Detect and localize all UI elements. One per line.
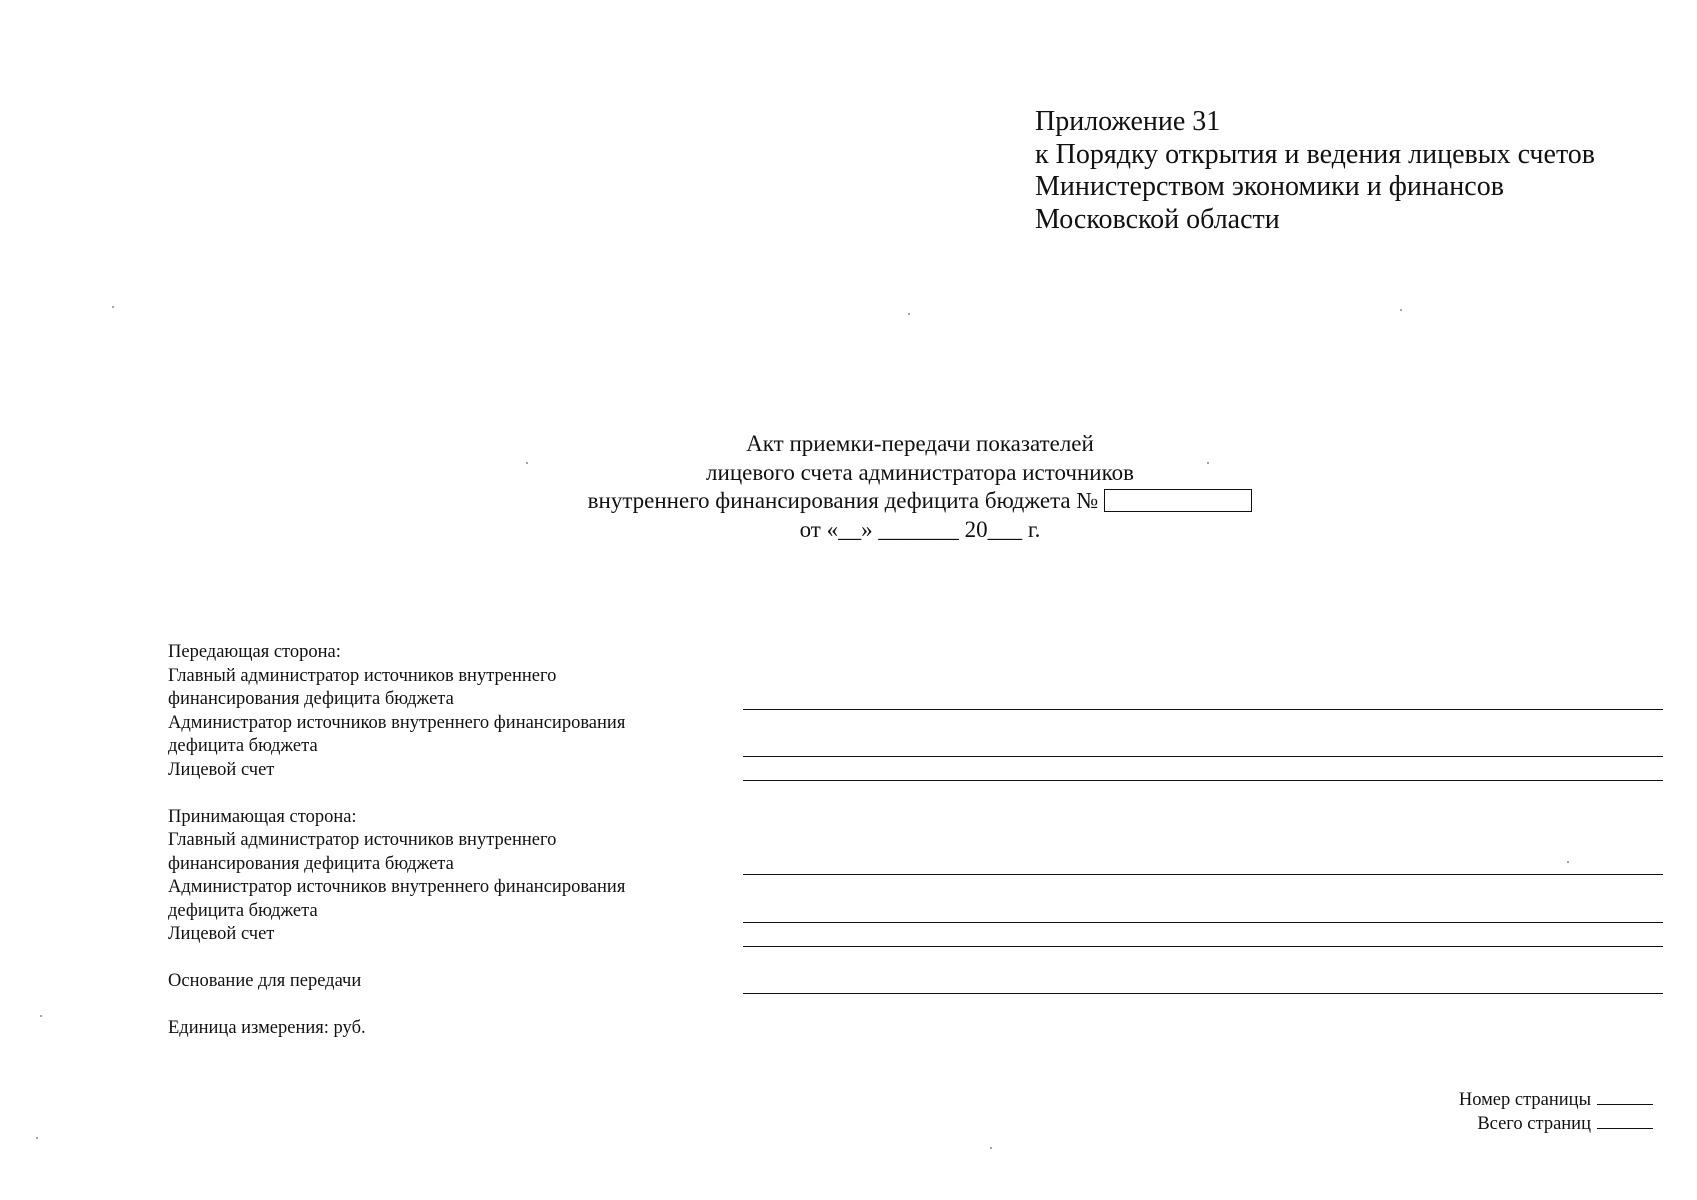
appendix-line: Министерством экономики и финансов: [1035, 171, 1504, 202]
scan-speck: [526, 462, 528, 464]
basis-label: Основание для передачи: [168, 971, 362, 991]
scan-speck: [1400, 309, 1402, 311]
title-line: лицевого счета администратора источников: [706, 459, 1134, 485]
page-number-field[interactable]: [1597, 1089, 1653, 1105]
receiver-account-label: Лицевой счет: [168, 924, 275, 944]
title-line-number: [560, 487, 1280, 516]
receiver-heading: Принимающая сторона:: [168, 806, 357, 827]
scan-speck: [1207, 462, 1209, 464]
appendix-block: [1035, 106, 1595, 236]
sender-chief-admin-field[interactable]: [743, 709, 1663, 710]
total-pages-row: [1459, 1113, 1653, 1137]
page-number-row: [1459, 1089, 1653, 1113]
receiver-admin-field[interactable]: [743, 922, 1663, 923]
sender-account-field[interactable]: [743, 780, 1663, 781]
total-pages-label: Всего страниц: [1477, 1113, 1591, 1134]
page-info: [1459, 1089, 1653, 1136]
title-line: внутреннего финансирования дефицита бюджета №: [587, 488, 1099, 513]
page-number-label: Номер страницы: [1458, 1090, 1591, 1110]
sender-chief-admin-label: Главный администратор источников внутреннего: [168, 665, 557, 686]
scan-speck: [40, 1015, 42, 1017]
document-number-field[interactable]: [1104, 489, 1252, 512]
document-title: [560, 430, 1280, 544]
basis-field[interactable]: [743, 993, 1663, 994]
form-labels: [168, 641, 625, 1041]
sender-account-label: Лицевой счет: [168, 759, 275, 780]
appendix-line: Московской области: [1035, 203, 1280, 235]
total-pages-field[interactable]: [1597, 1113, 1653, 1129]
receiver-chief-admin-label-cont: финансирования дефицита бюджета: [168, 853, 454, 874]
receiver-account-field[interactable]: [743, 946, 1663, 947]
receiver-chief-admin-field[interactable]: [743, 874, 1663, 875]
receiver-admin-label-cont: дефицита бюджета: [168, 900, 318, 921]
receiver-admin-label: Администратор источников внутреннего финансирования: [168, 877, 626, 897]
sender-chief-admin-label-cont: финансирования дефицита бюджета: [168, 689, 454, 709]
sender-admin-label: Администратор источников внутреннего финансирования: [168, 712, 626, 733]
scan-speck: [112, 306, 114, 308]
scan-speck: [908, 313, 910, 315]
date-line: от «__» _______ 20___ г.: [799, 516, 1041, 542]
sender-admin-field[interactable]: [743, 756, 1663, 757]
unit-label: Единица измерения: руб.: [168, 1018, 366, 1038]
sender-heading: Передающая сторона:: [168, 642, 341, 662]
sender-admin-label-cont: дефицита бюджета: [168, 736, 318, 756]
appendix-line: к Порядку открытия и ведения лицевых счетов: [1035, 138, 1596, 170]
scan-speck: [990, 1147, 992, 1149]
scan-speck: [36, 1137, 38, 1139]
appendix-line: Приложение 31: [1035, 106, 1221, 137]
receiver-chief-admin-label: Главный администратор источников внутреннего: [168, 830, 557, 850]
title-line: Акт приемки-передачи показателей: [746, 431, 1094, 456]
scan-speck: [1567, 861, 1569, 863]
